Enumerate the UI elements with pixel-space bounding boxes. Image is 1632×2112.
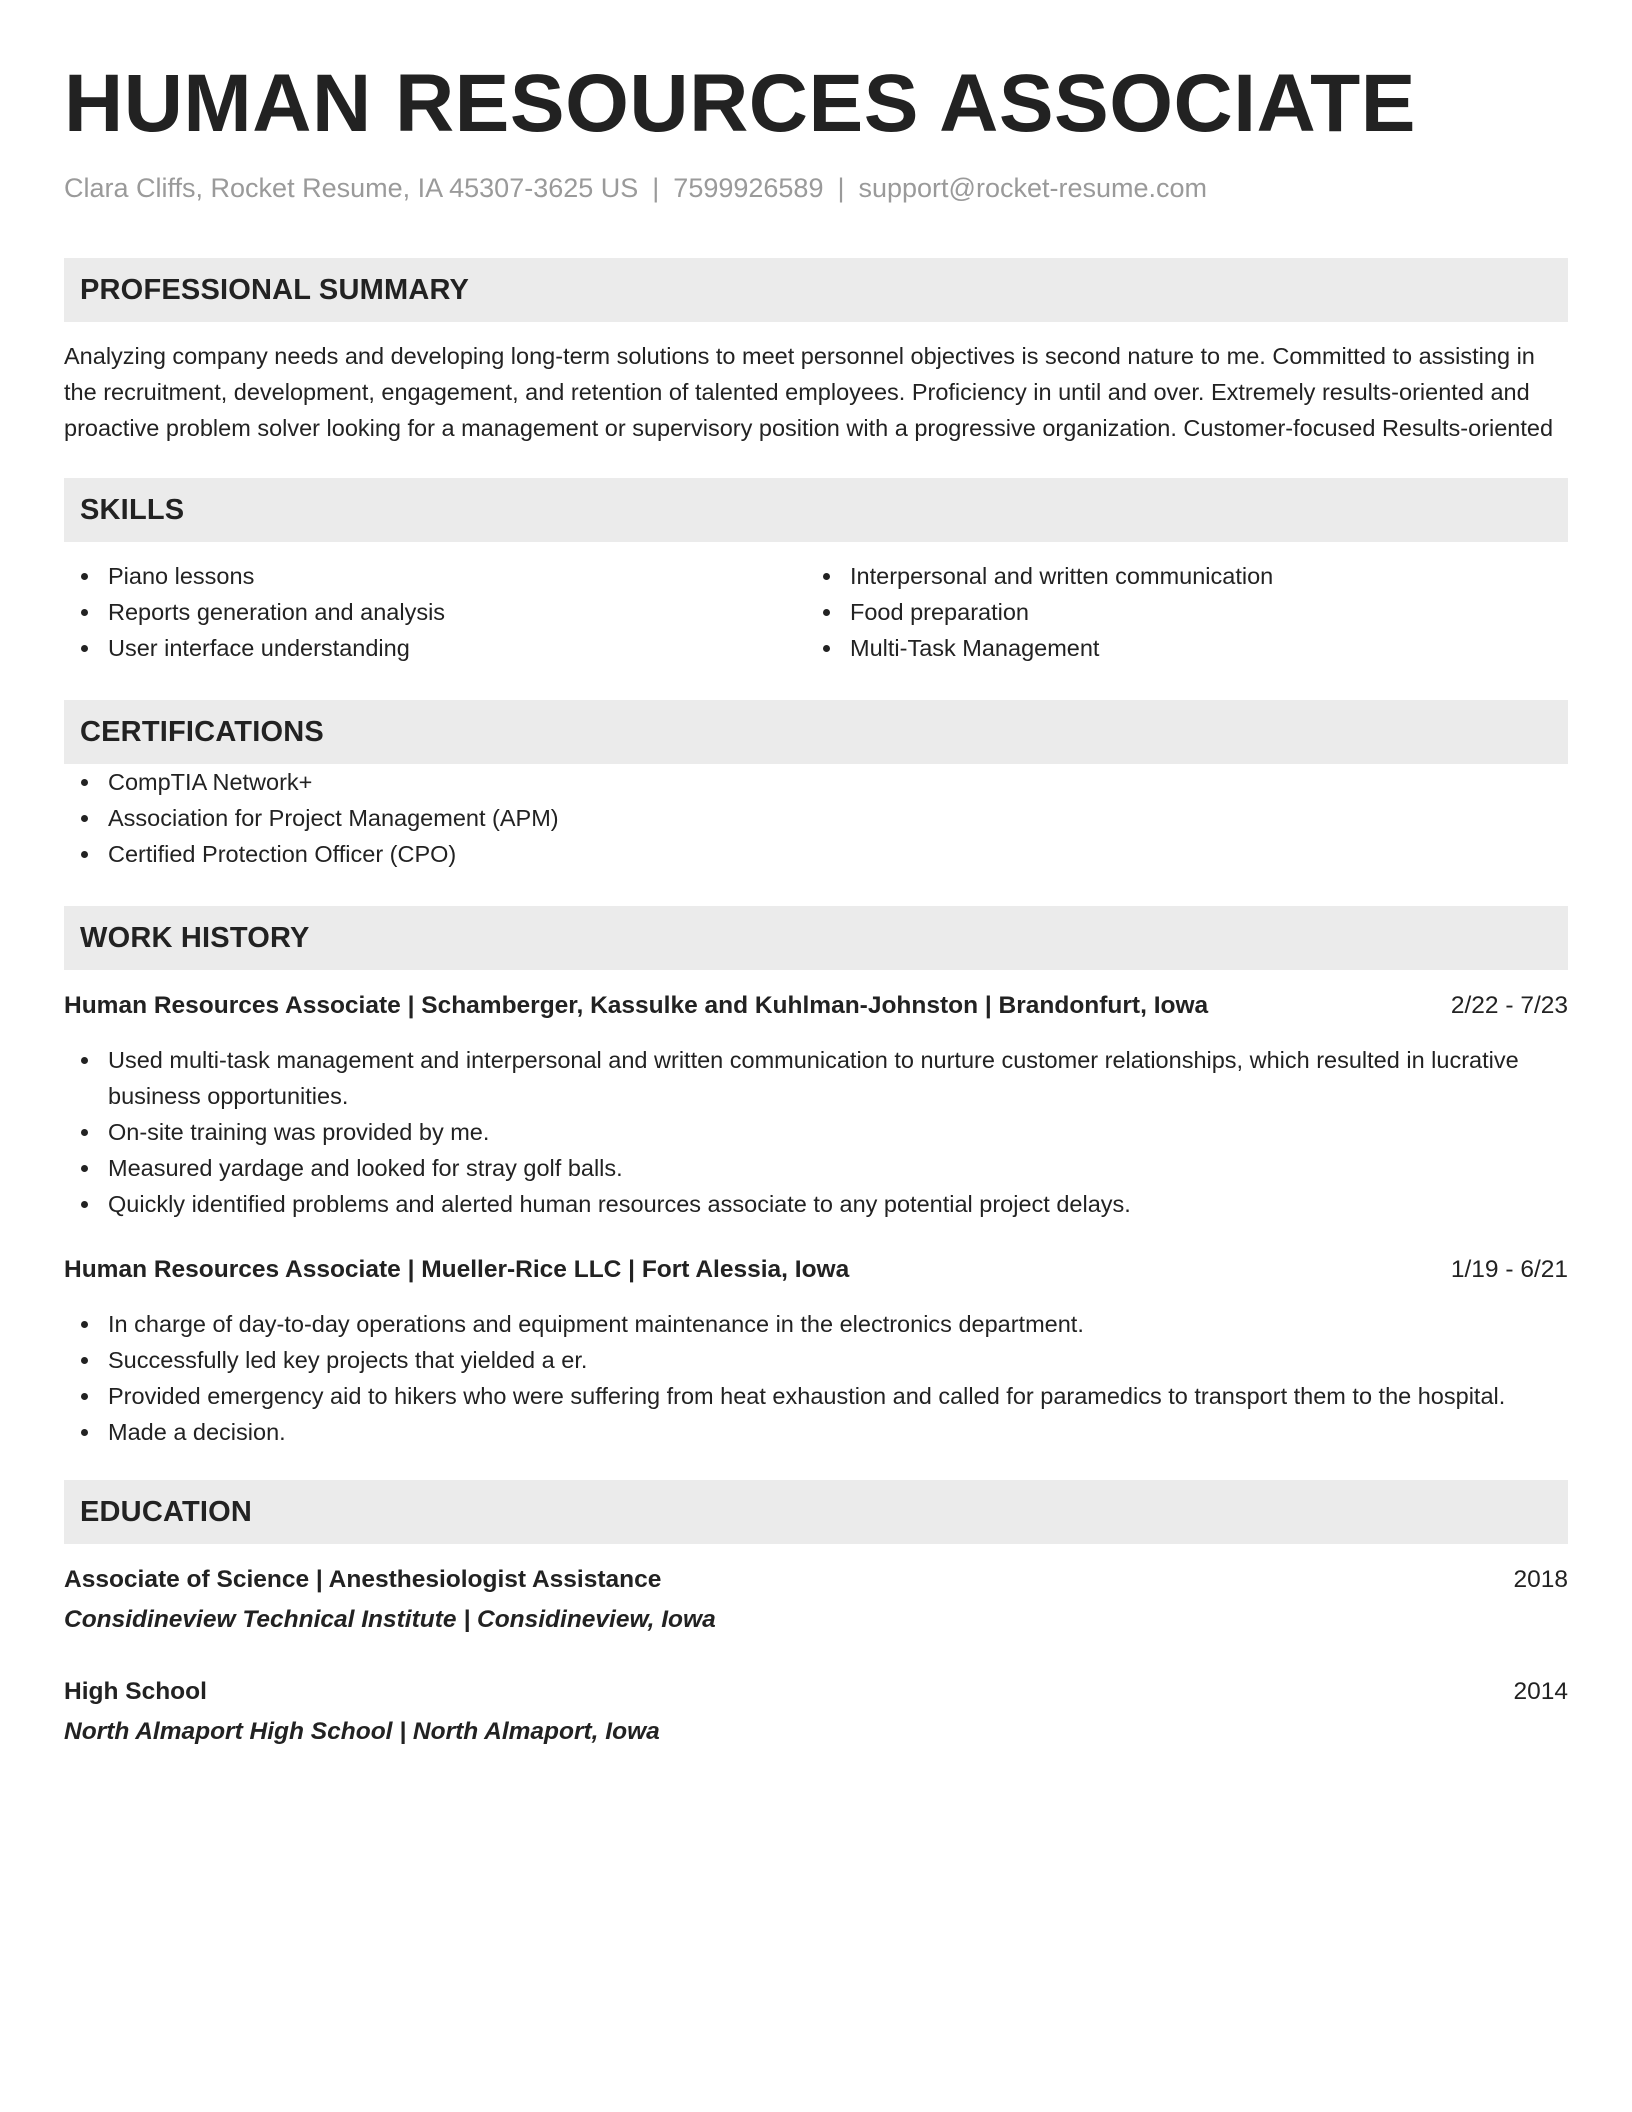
education-entry	[64, 1674, 1568, 1750]
skills-section	[64, 478, 1568, 666]
job-bullets	[64, 1042, 1568, 1222]
job-bullet: Provided emergency aid to hikers who were suffering from heat exhaustion and called for paramedics to transport them to the hospital.	[64, 1378, 1568, 1414]
job-title: Human Resources Associate | Schamberger, Kassulke and Kuhlman-Johnston | Brandonfurt, Iowa	[64, 992, 1209, 1019]
job-bullet: Used multi-task management and interpersonal and written communication to nurture customer relationships, which resulted in lucrative business opportunities.	[64, 1042, 1568, 1114]
education-heading: EDUCATION	[64, 1480, 1568, 1544]
skills-column-left	[64, 558, 806, 666]
contact-email: support@rocket-resume.com	[858, 173, 1208, 203]
resume-page	[64, 52, 1568, 1750]
education-header	[64, 1562, 1568, 1598]
certification-item: CompTIA Network+	[64, 764, 1568, 800]
job-bullet: Quickly identified problems and alerted human resources associate to any potential project delays.	[64, 1186, 1568, 1222]
certifications-list	[64, 764, 1568, 872]
education-school: Considineview Technical Institute | Considineview, Iowa	[64, 1606, 716, 1633]
job-bullet: Successfully led key projects that yielded a er.	[64, 1342, 1568, 1378]
skill-item: Reports generation and analysis	[64, 594, 806, 630]
job-bullet: On-site training was provided by me.	[64, 1114, 1568, 1150]
certifications-heading: CERTIFICATIONS	[64, 700, 1568, 764]
skill-item: User interface understanding	[64, 630, 806, 666]
job-bullet: Measured yardage and looked for stray golf balls.	[64, 1150, 1568, 1186]
skill-item: Piano lessons	[64, 558, 806, 594]
education-year: 2014	[1513, 1678, 1568, 1705]
education-school: North Almaport High School | North Almaport, Iowa	[64, 1718, 660, 1745]
resume-name-title: HUMAN RESOURCES ASSOCIATE	[64, 58, 1416, 149]
contact-separator: |	[837, 173, 845, 203]
skills-column-right	[806, 558, 1548, 666]
job-header	[64, 988, 1568, 1024]
education-degree: Associate of Science | Anesthesiologist Assistance	[64, 1566, 662, 1593]
education-entry	[64, 1562, 1568, 1638]
contact-phone: 7599926589	[673, 173, 824, 203]
job-bullets	[64, 1306, 1568, 1450]
skill-item: Interpersonal and written communication	[806, 558, 1548, 594]
certifications-section	[64, 700, 1568, 872]
job-dates: 1/19 - 6/21	[1450, 1256, 1568, 1283]
education-year: 2018	[1513, 1566, 1568, 1593]
work-history-section	[64, 906, 1568, 1450]
contact-address: Clara Cliffs, Rocket Resume, IA 45307-3625 US	[64, 173, 639, 203]
skills-grid	[64, 558, 1568, 666]
job-entry	[64, 1252, 1568, 1450]
summary-heading: PROFESSIONAL SUMMARY	[64, 258, 1568, 322]
certification-item: Certified Protection Officer (CPO)	[64, 836, 1568, 872]
skill-item: Multi-Task Management	[806, 630, 1548, 666]
job-bullet: In charge of day-to-day operations and equipment maintenance in the electronics department.	[64, 1306, 1568, 1342]
summary-section	[64, 258, 1568, 446]
summary-text: Analyzing company needs and developing long-term solutions to meet personnel objectives is second nature to me. Committed to assisting in the recruitment, development, engagement, and retention of talented employees. Proficiency in until and over. Extremely results-oriented and proactive problem solver looking for a management or supervisory position with a progressive organization. Customer-focused Results-oriented	[64, 343, 1554, 441]
job-entry	[64, 988, 1568, 1222]
job-bullet: Made a decision.	[64, 1414, 1568, 1450]
skills-heading: SKILLS	[64, 478, 1568, 542]
skill-item: Food preparation	[806, 594, 1548, 630]
job-dates: 2/22 - 7/23	[1450, 992, 1568, 1019]
education-section	[64, 1480, 1568, 1750]
education-header	[64, 1674, 1568, 1710]
contact-line	[64, 170, 1568, 206]
job-title: Human Resources Associate | Mueller-Rice LLC | Fort Alessia, Iowa	[64, 1256, 850, 1283]
education-degree: High School	[64, 1678, 207, 1705]
job-header	[64, 1252, 1568, 1288]
work-history-heading: WORK HISTORY	[64, 906, 1568, 970]
contact-separator: |	[652, 173, 660, 203]
certification-item: Association for Project Management (APM)	[64, 800, 1568, 836]
